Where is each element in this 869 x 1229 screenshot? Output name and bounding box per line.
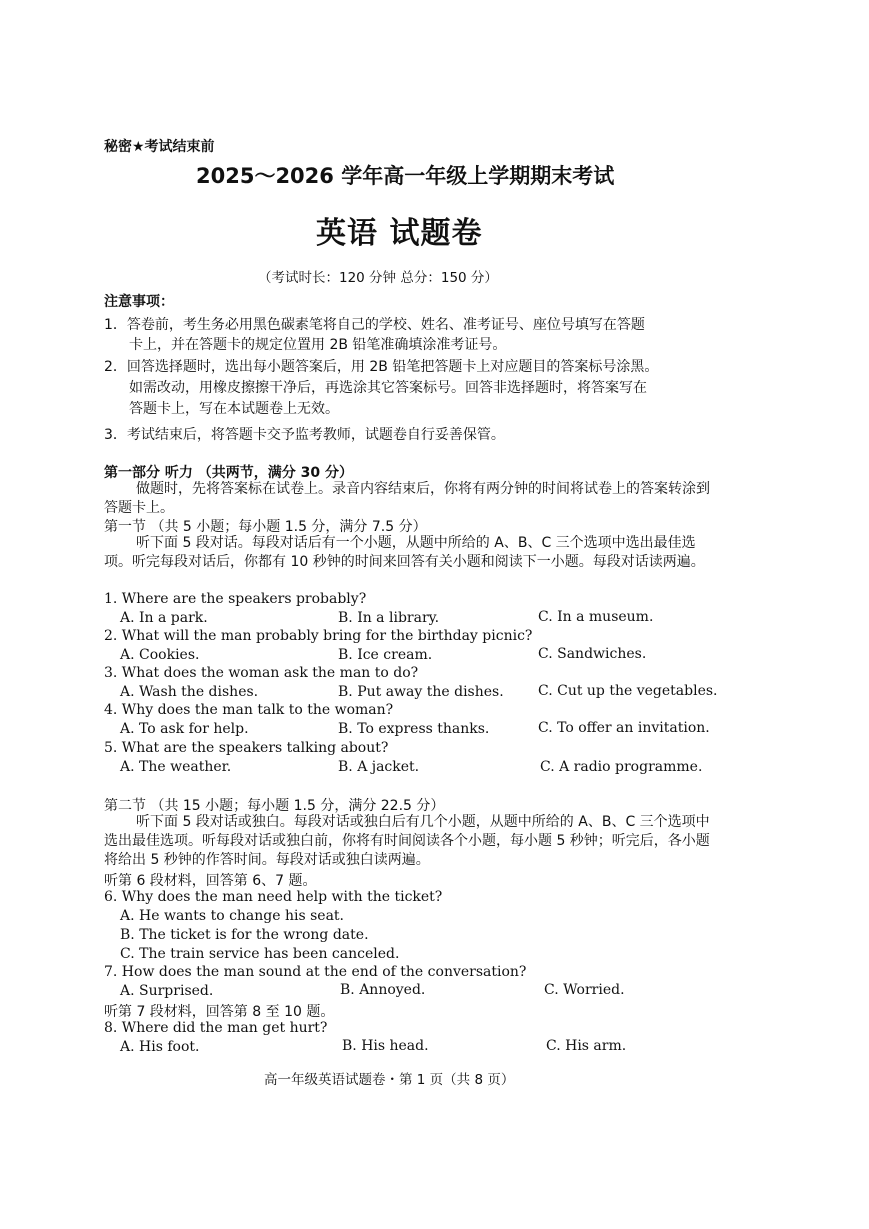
part1-intro: 做题时，先将答案标在试卷上。录音内容结束后，你将有两分钟的时间将试卷上的答案转涂到答题卡上。 <box>104 481 710 516</box>
section1-intro: 听下面 5 段对话。每段对话后有一个小题，从题中所给的 A、B、C 三个选项中选出最佳选项。听完每段对话后，你都有 10 秒钟的时间来回答有关小题和阅读下一小题。每段对话读两遍。 <box>104 535 705 570</box>
question-2: 2. What will the man probably bring for the birthday picnic? <box>104 628 533 644</box>
option-3a: A. Wash the dishes. <box>120 684 259 700</box>
question-7: 7. How does the man sound at the end of the conversation? <box>104 964 527 980</box>
notice-item: 如需改动，用橡皮擦擦干净后，再选涂其它答案标号。回答非选择题时，将答案写在 <box>129 380 647 396</box>
option-4b: B. To express thanks. <box>338 721 490 737</box>
material-6-label: 听第 6 段材料，回答第 6、7 题。 <box>104 873 317 889</box>
notice-item: 卡上，并在答题卡的规定位置用 2B 铅笔准确填涂准考证号。 <box>129 337 507 353</box>
question-1: 1. Where are the speakers probably? <box>104 591 367 607</box>
option-1c: C. In a museum. <box>538 609 654 625</box>
notice-item: 3．考试结束后，将答题卡交予监考教师，试题卷自行妥善保管。 <box>104 427 505 443</box>
question-3: 3. What does the woman ask the man to do? <box>104 665 419 681</box>
exam-duration: （考试时长：120 分钟 总分：150 分） <box>258 270 498 286</box>
material-7-label: 听第 7 段材料，回答第 8 至 10 题。 <box>104 1004 335 1020</box>
notice-item: 答题卡上，写在本试题卷上无效。 <box>129 401 339 417</box>
option-5c: C. A radio programme. <box>540 759 703 775</box>
option-5a: A. The weather. <box>120 759 232 775</box>
option-8a: A. His foot. <box>120 1039 200 1055</box>
notice-item: 2．回答选择题时，选出每小题答案后，用 2B 铅笔把答题卡上对应题目的答案标号涂黑。 <box>104 359 659 375</box>
option-8c: C. His arm. <box>546 1038 627 1054</box>
question-6: 6. Why does the man need help with the ticket? <box>104 889 443 905</box>
notice-heading: 注意事项： <box>104 294 174 310</box>
section2-intro: 听下面 5 段对话或独白。每段对话或独白后有几个小题，从题中所给的 A、B、C 三个选项中选出最佳选项。听每段对话或独白前，你将有时间阅读各个小题，每小题 5 秒钟；听完后，各小题将给出 5 秒钟的作答时间。每段对话或独白读两遍。 <box>104 814 710 868</box>
question-8: 8. Where did the man get hurt? <box>104 1020 328 1036</box>
option-3c: C. Cut up the vegetables. <box>538 683 718 699</box>
section1-heading: 第一节 （共 5 小题；每小题 1.5 分，满分 7.5 分） <box>104 519 427 535</box>
exam-title: 2025～2026 学年高一年级上学期期末考试 <box>196 164 615 188</box>
section2-heading: 第二节 （共 15 小题；每小题 1.5 分，满分 22.5 分） <box>104 798 445 814</box>
option-7c: C. Worried. <box>544 982 625 998</box>
option-1a: A. In a park. <box>120 610 208 626</box>
page-footer: 高一年级英语试题卷・第 1 页（共 8 页） <box>264 1072 515 1088</box>
option-7a: A. Surprised. <box>120 983 214 999</box>
option-5b: B. A jacket. <box>338 759 420 775</box>
question-5: 5. What are the speakers talking about? <box>104 740 389 756</box>
option-3b: B. Put away the dishes. <box>338 684 504 700</box>
part1-heading: 第一部分 听力 （共两节，满分 30 分） <box>104 465 353 481</box>
question-4: 4. Why does the man talk to the woman? <box>104 702 394 718</box>
option-4c: C. To offer an invitation. <box>538 720 710 736</box>
option-1b: B. In a library. <box>338 610 440 626</box>
option-8b: B. His head. <box>342 1038 429 1054</box>
subject-title: 英语 试题卷 <box>316 216 483 251</box>
option-4a: A. To ask for help. <box>120 721 249 737</box>
option-2c: C. Sandwiches. <box>538 646 647 662</box>
option-2b: B. Ice cream. <box>338 647 433 663</box>
option-6c: C. The train service has been canceled. <box>120 946 400 962</box>
notice-item: 1．答卷前，考生务必用黑色碳素笔将自己的学校、姓名、准考证号、座位号填写在答题 <box>104 317 645 333</box>
confidential-label: 秘密★考试结束前 <box>104 139 215 155</box>
option-6a: A. He wants to change his seat. <box>120 908 345 924</box>
option-7b: B. Annoyed. <box>340 982 426 998</box>
option-2a: A. Cookies. <box>120 647 200 663</box>
option-6b: B. The ticket is for the wrong date. <box>120 927 369 943</box>
